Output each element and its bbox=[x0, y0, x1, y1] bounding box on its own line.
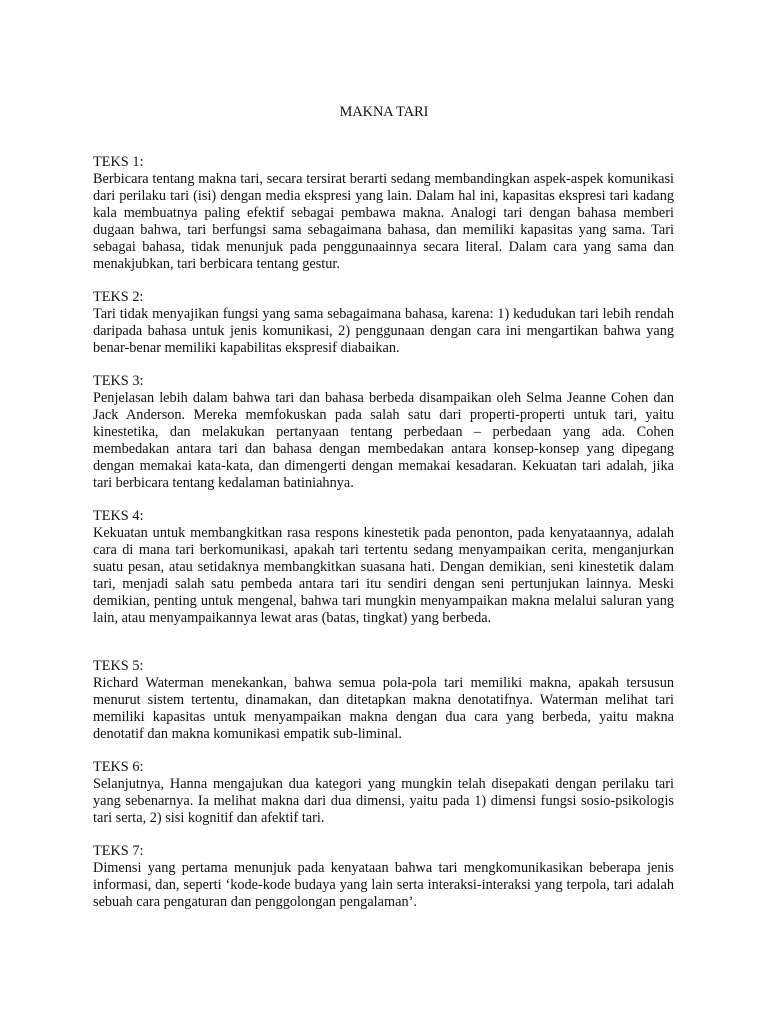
section-paragraph: Dimensi yang pertama menunjuk pada kenyataan bahwa tari mengkomunikasikan beberapa jenis informasi, dan, seperti ‘kode-kode budaya yang lain serta interaksi-interaksi yang terpola, tari adalah sebuah cara pengaturan dan penggolongan pengalaman’. bbox=[93, 860, 674, 910]
section-heading: TEKS 5: bbox=[93, 658, 144, 674]
text-section-5 bbox=[93, 658, 674, 743]
text-section-2 bbox=[93, 289, 674, 357]
text-section-1 bbox=[93, 154, 674, 273]
section-paragraph: Selanjutnya, Hanna mengajukan dua kategori yang mungkin telah disepakati dengan perilaku tari yang sebenarnya. Ia melihat makna dari dua dimensi, yaitu pada 1) dimensi fungsi sosio-psikologis tari serta, 2) sisi kognitif dan afektif tari. bbox=[93, 776, 674, 826]
section-heading: TEKS 3: bbox=[93, 373, 144, 389]
section-heading: TEKS 6: bbox=[93, 759, 144, 775]
section-paragraph: Berbicara tentang makna tari, secara tersirat berarti sedang membandingkan aspek-aspek komunikasi dari perilaku tari (isi) dengan media ekspresi yang lain. Dalam hal ini, kapasitas ekspresi tari kadang kala membuatnya paling efektif sebagai pembawa makna. Analogi tari dengan bahasa memberi dugaan bahwa, tari berfungsi sama sebagaimana bahasa, dan memiliki kapasitas yang sama. Tari sebagai bahasa, tidak menunjuk pada penggunaainnya secara literal. Dalam cara yang sama dan menakjubkan, tari berbicara tentang gestur. bbox=[93, 171, 674, 272]
section-heading: TEKS 2: bbox=[93, 289, 144, 305]
text-section-7 bbox=[93, 843, 674, 911]
section-heading: TEKS 7: bbox=[93, 843, 144, 859]
text-section-4 bbox=[93, 508, 674, 627]
document-title: MAKNA TARI bbox=[339, 104, 429, 120]
section-heading: TEKS 1: bbox=[93, 154, 144, 170]
section-paragraph: Penjelasan lebih dalam bahwa tari dan bahasa berbeda disampaikan oleh Selma Jeanne Cohen dan Jack Anderson. Mereka memfokuskan pada salah satu dari properti-properti untuk tari, yaitu kinestetika, dan melakukan pertanyaan tentang perbedaan – perbedaan yang ada. Cohen membedakan antara tari dan bahasa dengan membedakan antara konsep-konsep yang dipegang dengan memakai kata-kata, dan dimengerti dengan memakai kesadaran. Kekuatan tari adalah, jika tari berbicara tentang kedalaman batiniahnya. bbox=[93, 390, 674, 491]
section-paragraph: Kekuatan untuk membangkitkan rasa respons kinestetik pada penonton, pada kenyataannya, adalah cara di mana tari berkomunikasi, apakah tari tertentu sedang menyampaikan cerita, menganjurkan suatu pesan, atau setidaknya membangkitkan suasana hati. Dengan demikian, seni kinestetik dalam tari, menjadi salah satu pembeda antara tari itu sendiri dengan seni pertunjukan lainnya. Meski demikian, penting untuk mengenal, bahwa tari mungkin menyampaikan makna melalui saluran yang lain, atau menyampaikannya lewat aras (batas, tingkat) yang berbeda. bbox=[93, 525, 674, 626]
text-section-3 bbox=[93, 373, 674, 492]
section-paragraph: Tari tidak menyajikan fungsi yang sama sebagaimana bahasa, karena: 1) kedudukan tari lebih rendah daripada bahasa untuk jenis komunikasi, 2) penggunaan dengan cara ini mengartikan bahwa yang benar-benar memiliki kapabilitas ekspresif diabaikan. bbox=[93, 306, 674, 356]
section-heading: TEKS 4: bbox=[93, 508, 144, 524]
text-section-6 bbox=[93, 759, 674, 827]
section-paragraph: Richard Waterman menekankan, bahwa semua pola-pola tari memiliki makna, apakah tersusun menurut sistem tertentu, dinamakan, dan ditetapkan makna denotatifnya. Waterman melihat tari memiliki kapasitas untuk menyampaikan makna dengan dua cara yang berbeda, yaitu makna denotatif dan makna komunikasi empatik sub-liminal. bbox=[93, 675, 674, 742]
